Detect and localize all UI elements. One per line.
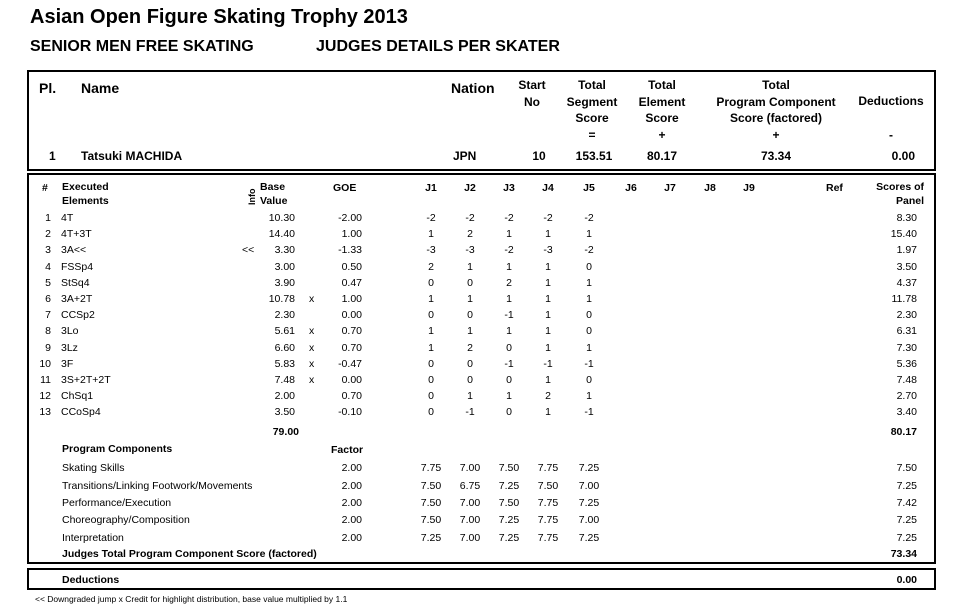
tes-header: Total Element Score + [638,78,686,142]
element-base-value: 7.48 [274,374,295,386]
skater-rank: 1 [49,149,56,163]
element-number: 6 [45,293,51,305]
element-judge-score: 2 [545,390,551,403]
component-judge-score: 6.75 [459,480,481,492]
component-row [29,462,934,478]
element-goe: 0.00 [341,374,362,386]
element-number: 13 [39,406,51,419]
pc-header: Program Components [62,443,173,455]
element-code: StSq4 [61,276,90,289]
element-panel-score: 3.50 [896,260,917,273]
component-panel-score: 7.25 [896,480,917,492]
skater-tss: 153.51 [575,149,613,163]
element-judge-score: 0 [428,357,434,370]
component-judge-score: 7.00 [459,497,481,509]
component-panel-score: 7.50 [896,462,917,474]
element-judge-score: 1 [428,325,434,338]
element-number: 11 [40,374,51,386]
element-judge-score: 0 [428,406,434,419]
skater-start-no: 10 [532,149,546,163]
element-judge-score: 0 [467,309,473,322]
element-judge-score: 1 [586,276,592,289]
element-code: 3A<< [61,244,87,257]
element-judge-score: 0 [506,341,512,354]
element-number: 10 [39,357,51,370]
element-judge-score: 0 [506,406,512,419]
component-judge-score: 7.25 [498,480,520,492]
element-row [29,342,934,358]
element-number: 3 [45,244,51,257]
num-header: # [42,182,48,194]
element-judge-score: 1 [467,260,473,273]
judge-header-9: J9 [743,182,755,194]
element-base-value: 3.90 [274,276,295,289]
nation-header: Nation [451,80,495,96]
element-judge-score: -1 [504,309,514,322]
element-row [29,374,934,390]
component-factor: 2.00 [341,462,362,474]
element-judge-score: 1 [545,309,551,322]
element-judge-score: 1 [506,260,512,273]
element-number: 4 [45,260,51,273]
element-bonus-mark: x [309,293,315,305]
element-goe: 0.70 [341,341,362,354]
component-judge-score: 7.75 [537,497,559,509]
element-code: CCSp2 [61,309,95,322]
component-row [29,532,934,548]
element-number: 5 [45,276,51,289]
elements-total-bv: 79.00 [272,426,299,438]
element-bonus-mark: x [309,341,315,354]
element-judge-score: 0 [428,276,434,289]
element-code: 3Lz [61,341,78,354]
element-panel-score: 2.70 [896,390,917,403]
element-judge-score: -1 [465,406,475,419]
component-judge-score: 7.50 [420,497,442,509]
element-judge-score: 0 [506,374,512,386]
element-base-value: 10.30 [268,212,295,224]
element-panel-score: 15.40 [890,228,917,241]
element-judge-score: 1 [506,325,512,338]
name-header: Name [81,80,120,96]
judge-header-2: J2 [464,182,476,194]
component-name: Interpretation [62,532,124,544]
skater-tes: 80.17 [646,149,678,163]
element-judge-score: -2 [504,212,514,224]
element-panel-score: 7.30 [896,341,917,354]
element-bonus-mark: x [309,357,315,370]
component-judge-score: 7.25 [420,532,442,544]
element-judge-score: -1 [543,357,553,370]
element-base-value: 5.83 [274,357,295,370]
element-judge-score: 1 [545,276,551,289]
element-info: << [242,244,255,257]
component-judge-score: 7.75 [537,462,559,474]
element-goe: 0.70 [341,390,362,403]
element-row [29,293,934,309]
element-judge-score: 1 [506,228,512,241]
judge-header-8: J8 [704,182,716,194]
component-row [29,497,934,513]
element-number: 2 [45,228,51,241]
element-judge-score: -1 [584,406,594,419]
component-factor: 2.00 [341,497,362,509]
element-code: 3A+2T [61,293,93,305]
element-goe: -1.33 [338,244,362,257]
component-row [29,480,934,496]
element-panel-score: 3.40 [896,406,917,419]
element-judge-score: -2 [584,212,594,224]
element-goe: -0.47 [338,357,362,370]
element-judge-score: 1 [506,293,512,305]
element-judge-score: 1 [545,260,551,273]
element-judge-score: -2 [584,244,594,257]
element-panel-score: 5.36 [896,357,917,370]
element-panel-score: 7.48 [896,374,917,386]
element-judge-score: 0 [467,276,473,289]
component-judge-score: 7.50 [537,480,559,492]
element-panel-score: 4.37 [896,276,917,289]
element-judge-score: 2 [467,228,473,241]
element-panel-score: 11.78 [891,293,917,305]
element-row [29,244,934,260]
judge-header-5: J5 [583,182,595,194]
component-judge-score: 7.50 [498,462,520,474]
element-goe: 0.47 [341,276,362,289]
elements-header: Executed Elements [62,181,109,207]
element-judge-score: 1 [506,390,512,403]
skater-name: Tatsuki MACHIDA [81,149,183,163]
footnote: << Downgraded jump x Credit for highlight distribution, base value multiplied by 1.1 [35,594,348,604]
element-judge-score: 1 [545,341,551,354]
element-number: 9 [45,341,51,354]
element-code: 3Lo [61,325,79,338]
element-judge-score: -2 [465,212,475,224]
details-box [27,173,936,564]
element-row [29,261,934,277]
base-value-header: Base Value [260,181,288,207]
element-row [29,309,934,325]
element-judge-score: 0 [586,260,592,273]
component-judge-score: 7.00 [578,480,600,492]
element-judge-score: -2 [543,212,553,224]
component-name: Choreography/Composition [62,514,190,526]
element-number: 8 [45,325,51,338]
element-goe: 1.00 [341,228,362,241]
element-judge-score: 1 [586,293,592,305]
element-judge-score: -2 [426,212,436,224]
element-judge-score: -1 [584,357,594,370]
element-judge-score: 1 [586,228,592,241]
element-panel-score: 8.30 [896,212,917,224]
element-base-value: 3.30 [274,244,295,257]
element-judge-score: 1 [467,390,473,403]
element-judge-score: -3 [543,244,553,257]
component-panel-score: 7.25 [896,532,917,544]
element-row [29,228,934,244]
element-code: ChSq1 [61,390,94,403]
tss-header: Total Segment Score = [566,78,618,142]
component-factor: 2.00 [341,532,362,544]
element-base-value: 2.00 [274,390,295,403]
element-judge-score: 0 [467,374,473,386]
deductions-value: 0.00 [896,574,917,586]
component-judge-score: 7.25 [578,532,600,544]
component-judge-score: 7.25 [578,497,600,509]
pl-header: Pl. [39,80,57,96]
element-judge-score: 2 [467,341,473,354]
component-judge-score: 7.00 [578,514,600,526]
skater-pcs: 73.34 [760,149,792,163]
element-judge-score: 0 [586,309,592,322]
component-name: Skating Skills [62,462,125,474]
element-number: 1 [45,212,51,224]
element-base-value: 3.00 [274,260,295,273]
component-judge-score: 7.50 [420,514,442,526]
element-base-value: 3.50 [274,406,295,419]
element-judge-score: 1 [467,325,473,338]
segment-title: SENIOR MEN FREE SKATING [30,38,254,55]
element-panel-score: 1.97 [896,244,917,257]
factor-header: Factor [331,444,364,456]
element-judge-score: -3 [465,244,475,257]
element-judge-score: 1 [545,374,551,386]
info-header: Info [247,188,257,205]
component-factor: 2.00 [341,480,362,492]
component-panel-score: 7.25 [896,514,917,526]
element-judge-score: 2 [506,276,512,289]
element-code: 3F [61,357,74,370]
component-judge-score: 7.75 [537,532,559,544]
element-code: 4T [61,212,74,224]
element-judge-score: -2 [504,244,514,257]
component-judge-score: 7.75 [420,462,442,474]
component-judge-score: 7.25 [578,462,600,474]
element-row [29,212,934,228]
element-row [29,406,934,422]
element-judge-score: 1 [545,293,551,305]
element-code: 4T+3T [61,228,92,241]
component-judge-score: 7.25 [498,532,520,544]
component-judge-score: 7.75 [537,514,559,526]
element-judge-score: 2 [428,260,434,273]
element-judge-score: 1 [586,341,592,354]
element-base-value: 2.30 [274,309,295,322]
element-judge-score: 1 [586,390,592,403]
element-code: CCoSp4 [61,406,101,419]
element-goe: -0.10 [338,406,362,419]
element-number: 7 [45,309,51,322]
element-judge-score: -3 [426,244,436,257]
element-judge-score: 1 [428,228,434,241]
start-no-header: Start No [518,78,546,109]
pcs-total-label: Judges Total Program Component Score (factored) [62,548,317,560]
deductions-box [27,568,936,590]
component-judge-score: 7.00 [459,532,481,544]
component-judge-score: 7.50 [498,497,520,509]
element-goe: 0.70 [341,325,362,338]
element-code: 3S+2T+2T [61,374,111,386]
element-base-value: 10.78 [268,293,295,305]
element-judge-score: 0 [428,309,434,322]
element-judge-score: 1 [428,341,434,354]
element-judge-score: 0 [586,325,592,338]
component-judge-score: 7.25 [498,514,520,526]
elements-total-sp: 80.17 [890,426,917,438]
element-goe: 0.00 [341,309,362,322]
deductions-label: Deductions [62,574,120,586]
element-code: FSSp4 [61,260,94,273]
element-bonus-mark: x [309,374,315,386]
element-base-value: 6.60 [274,341,295,354]
component-row [29,514,934,530]
component-judge-score: 7.50 [420,480,442,492]
skater-deductions: 0.00 [891,149,915,163]
skater-summary-box [27,70,936,171]
component-name: Transitions/Linking Footwork/Movements [62,480,253,492]
judge-header-3: J3 [503,182,515,194]
judge-header-7: J7 [664,182,676,194]
element-judge-score: 0 [428,374,434,386]
pcs-total-value: 73.34 [890,548,917,560]
component-factor: 2.00 [341,514,362,526]
element-goe: -2.00 [338,212,362,224]
component-judge-score: 7.00 [459,462,481,474]
report-type: JUDGES DETAILS PER SKATER [316,38,560,55]
element-bonus-mark: x [309,325,315,338]
element-goe: 1.00 [341,293,362,305]
skater-nation: JPN [453,149,477,163]
element-row [29,277,934,293]
component-panel-score: 7.42 [896,497,917,509]
element-row [29,325,934,341]
element-judge-score: 1 [545,325,551,338]
element-judge-score: 0 [467,357,473,370]
element-panel-score: 6.31 [896,325,917,338]
ref-header: Ref [826,182,843,194]
component-name: Performance/Execution [62,497,172,509]
element-number: 12 [39,390,51,403]
element-judge-score: 1 [545,406,551,419]
element-base-value: 5.61 [274,325,295,338]
component-judge-score: 7.00 [459,514,481,526]
event-title: Asian Open Figure Skating Trophy 2013 [30,6,408,28]
element-judge-score: 1 [545,228,551,241]
element-judge-score: 0 [586,374,592,386]
judge-header-1: J1 [425,182,437,194]
element-judge-score: 0 [428,390,434,403]
element-judge-score: 1 [428,293,434,305]
element-goe: 0.50 [341,260,362,273]
element-judge-score: 1 [467,293,473,305]
pcs-header: Total Program Component Score (factored) + [716,78,836,142]
judge-header-4: J4 [542,182,554,194]
element-panel-score: 2.30 [896,309,917,322]
element-row [29,390,934,406]
element-judge-score: -1 [504,357,514,370]
judge-header-6: J6 [625,182,637,194]
deductions-header: Deductions - [858,94,924,142]
element-base-value: 14.40 [268,228,295,241]
element-row [29,358,934,374]
scores-of-panel-header: Scores of Panel [876,181,924,207]
goe-header: GOE [333,182,357,194]
